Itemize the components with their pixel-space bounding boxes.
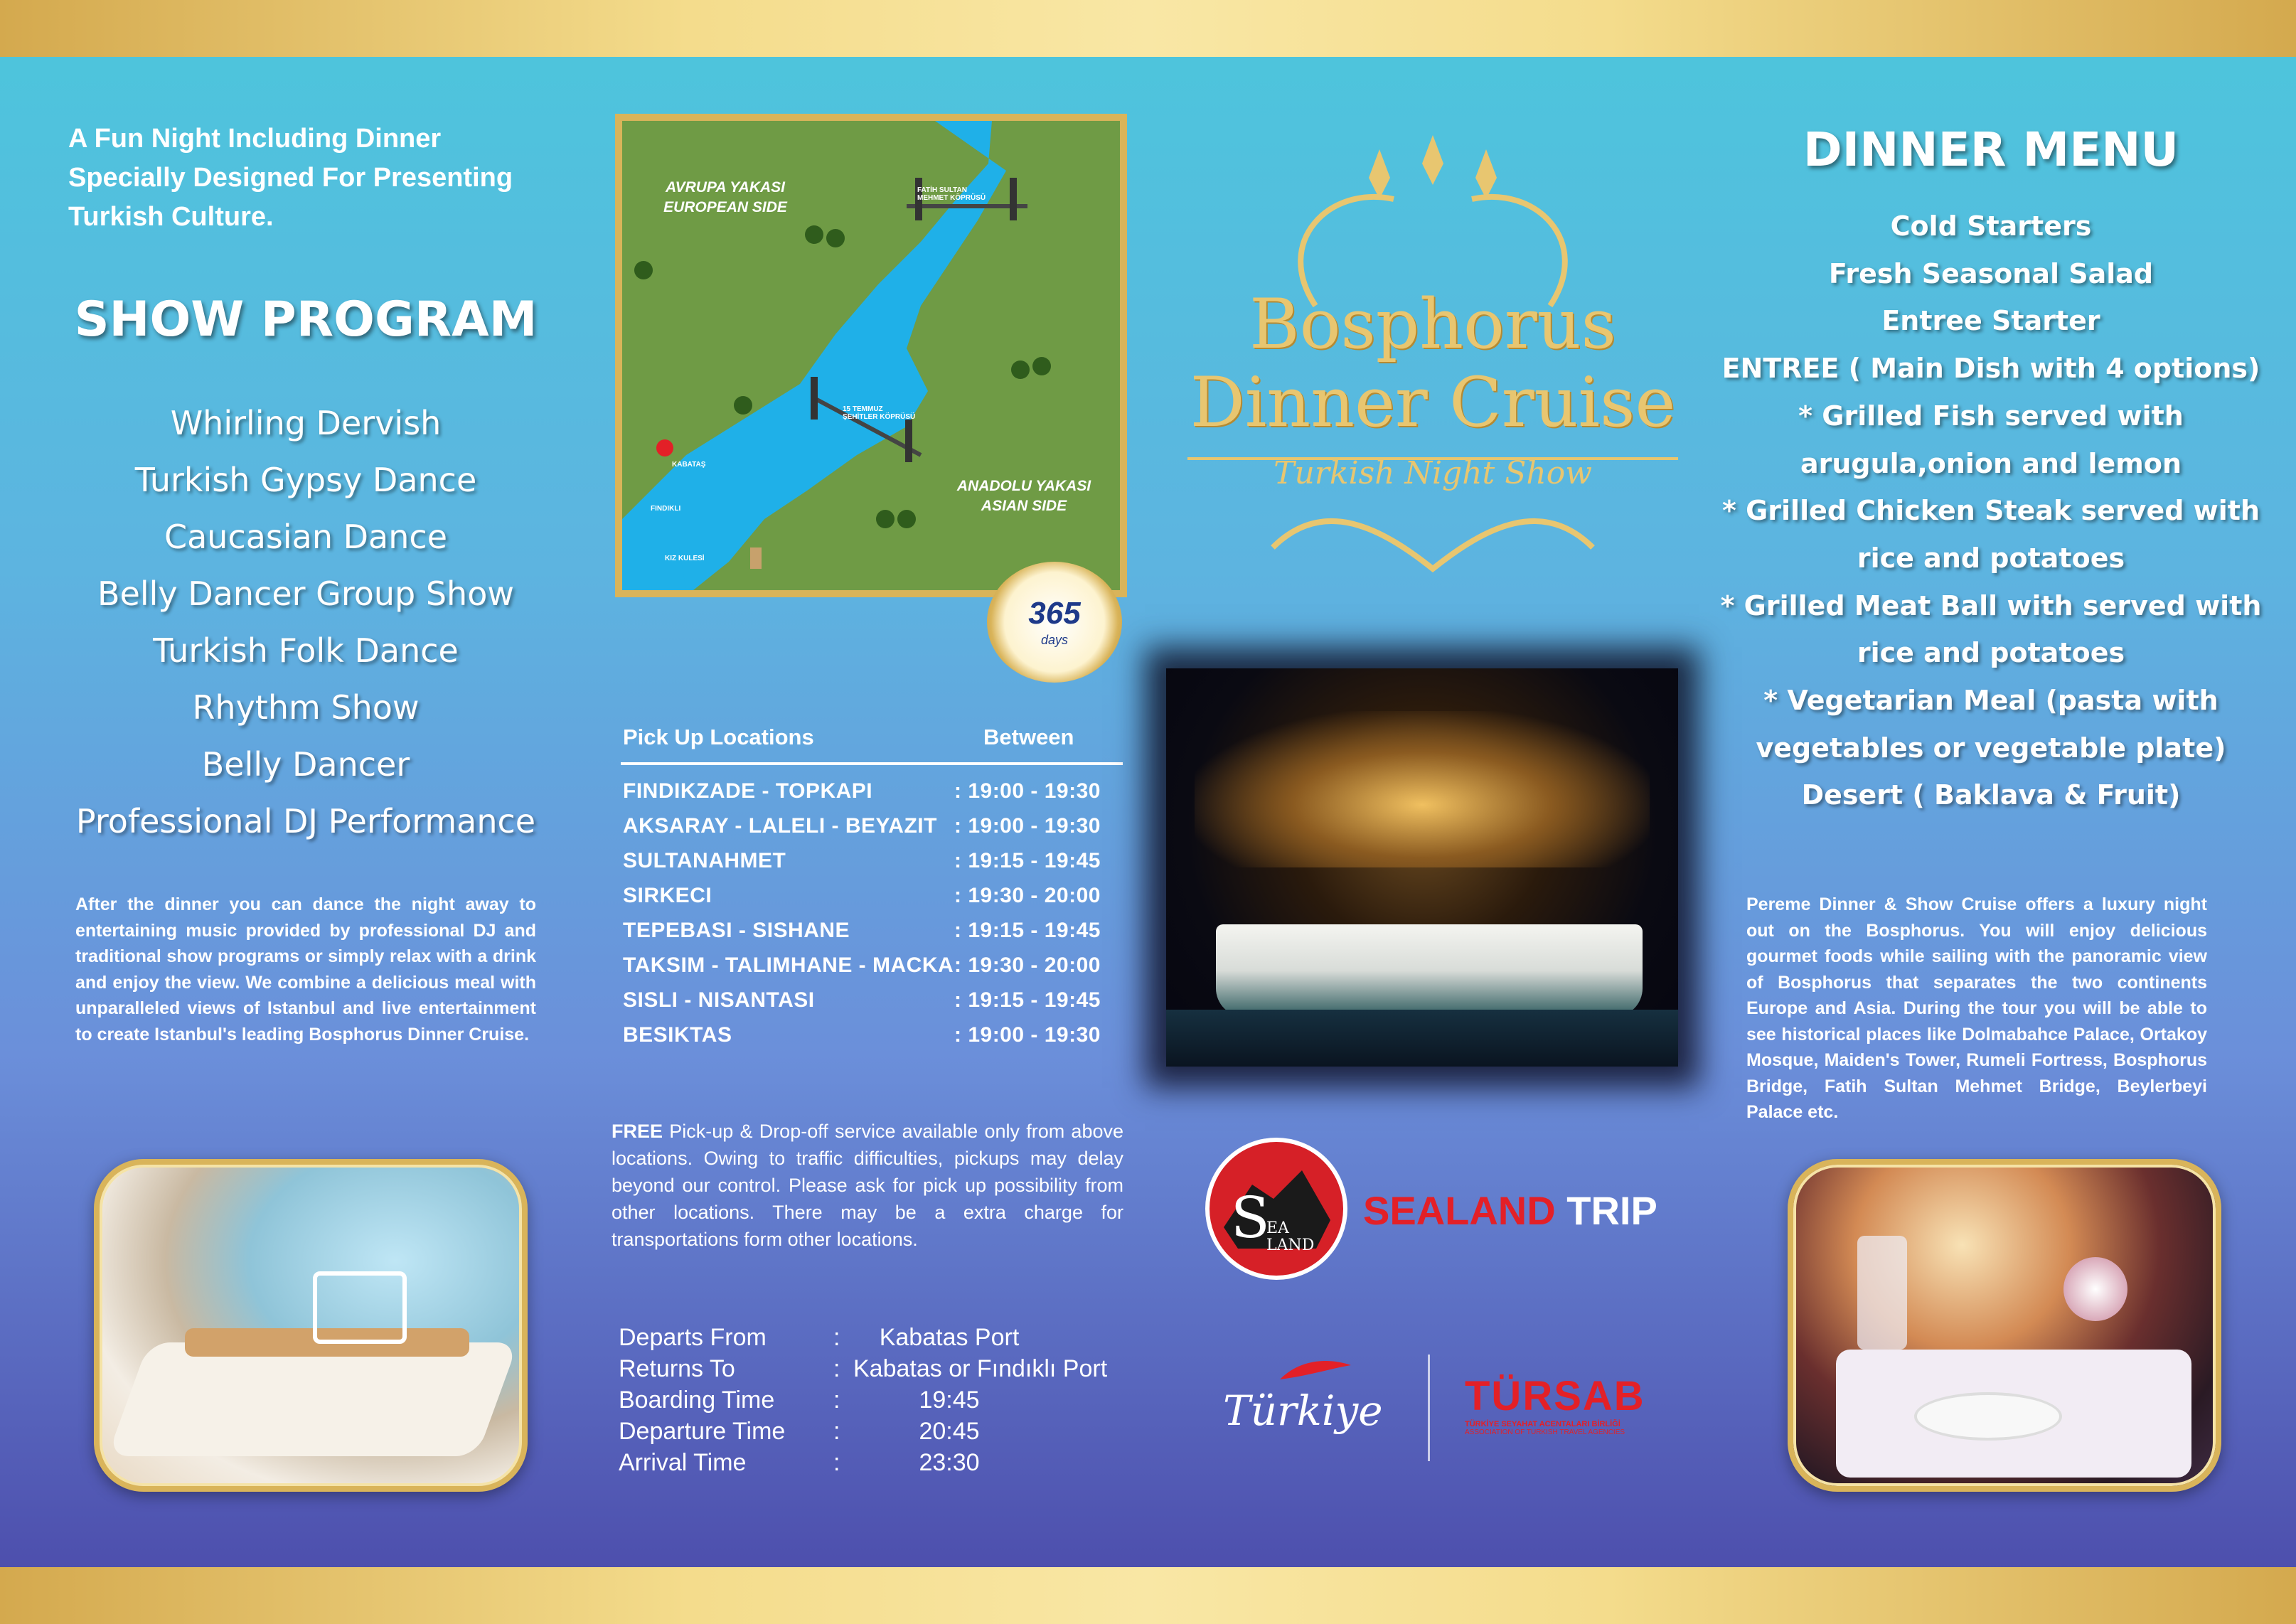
departure-label: Departure Time bbox=[619, 1418, 786, 1445]
pickup-header-between: Between bbox=[983, 725, 1074, 749]
pickup-location: BESIKTAS bbox=[623, 1023, 732, 1047]
turkiye-bird-icon bbox=[1273, 1358, 1358, 1387]
tulip-ornament bbox=[1369, 149, 1390, 199]
turkiye-wordmark: Türkiye bbox=[1223, 1387, 1383, 1435]
water bbox=[1166, 1010, 1678, 1067]
show-item: Caucasian Dance bbox=[164, 518, 447, 556]
jul15-bridge-label: 15 TEMMUZ ŞEHİTLER KÖPRÜSÜ bbox=[843, 405, 916, 421]
show-program-list bbox=[43, 395, 569, 850]
sealand-circle-letter: S bbox=[1231, 1185, 1270, 1251]
turkiye-logo bbox=[1223, 1358, 1401, 1443]
pickup-location: TAKSIM - TALIMHANE - MACKA bbox=[623, 953, 954, 977]
departure-row bbox=[619, 1449, 1131, 1480]
tree bbox=[897, 510, 916, 528]
wine-glass bbox=[1857, 1236, 1907, 1350]
departure-sep: : bbox=[833, 1449, 840, 1476]
sealand-wordmark bbox=[1363, 1187, 1657, 1234]
menu-item: Desert ( Baklava & Fruit) bbox=[1801, 779, 2181, 811]
logo-line1: Bosphorus bbox=[1249, 284, 1616, 364]
pickup-row bbox=[623, 1023, 1135, 1058]
pickup-location: FINDIKZADE - TOPKAPI bbox=[623, 779, 873, 803]
pickup-time: : 19:30 - 20:00 bbox=[954, 953, 1101, 977]
tree bbox=[805, 225, 823, 244]
tulip-ornament bbox=[1475, 149, 1497, 199]
cruise-description: Pereme Dinner & Show Cruise offers a luxury night out on the Bosphorus. You will enjoy delicious gourmet foods while sailing with the panoramic view of Bosphorus that separates the two continents Europe and Asia. During the tour you will be able to see historical places like Dolmabahce Palace, Ortakoy Mosque, Maiden's Tower, Rumeli Fortress, Bosphorus Bridge, Fatih Sultan Mehmet Bridge, Beylerbeyi Palace etc. bbox=[1746, 894, 2207, 1122]
pickup-location: SIRKECI bbox=[623, 884, 712, 907]
free-label: FREE bbox=[612, 1121, 663, 1142]
maidens-tower bbox=[750, 547, 762, 569]
dining-table-photo bbox=[94, 1159, 528, 1492]
tursab-name: TÜRSAB bbox=[1465, 1373, 1645, 1419]
logo-divider-line bbox=[1428, 1355, 1430, 1461]
bottom-swirl bbox=[1273, 521, 1593, 569]
bottom-gold-band bbox=[0, 1567, 2296, 1624]
trip-word: TRIP bbox=[1555, 1188, 1657, 1233]
menu-item: * Grilled Chicken Steak served with rice and potatoes bbox=[1721, 495, 2260, 574]
sealand-word: SEALAND bbox=[1363, 1188, 1556, 1233]
chairs bbox=[313, 1271, 407, 1344]
pickup-row bbox=[623, 884, 1135, 919]
departure-row bbox=[619, 1387, 1131, 1418]
menu-item: Cold Starters bbox=[1890, 210, 2092, 242]
tree bbox=[826, 229, 845, 247]
tursab-logo bbox=[1465, 1373, 1645, 1436]
sealand-circle-text: EA LAND bbox=[1266, 1219, 1315, 1254]
departure-row bbox=[619, 1324, 1131, 1355]
table-cloth bbox=[107, 1342, 518, 1456]
departure-value: Kabatas or Fındıklı Port bbox=[853, 1355, 1108, 1382]
departure-label: Arrival Time bbox=[619, 1449, 747, 1476]
pickup-location: SULTANAHMET bbox=[623, 849, 786, 872]
tursab-line2: ASSOCIATION OF TURKISH TRAVEL AGENCIES bbox=[1465, 1428, 1625, 1436]
menu-item: * Grilled Fish served with arugula,onion and lemon bbox=[1798, 400, 2184, 479]
pickup-row bbox=[623, 953, 1135, 988]
pickup-time: : 19:00 - 19:30 bbox=[954, 814, 1101, 838]
badge-unit: days bbox=[1040, 633, 1069, 647]
fsm-bridge-label: FATİH SULTAN MEHMET KÖPRÜSÜ bbox=[917, 186, 986, 202]
show-item: Whirling Dervish bbox=[170, 404, 442, 442]
departure-label: Departs From bbox=[619, 1324, 767, 1351]
top-gold-band bbox=[0, 0, 2296, 57]
kabatas-marker bbox=[656, 439, 673, 456]
pickup-time: : 19:00 - 19:30 bbox=[954, 779, 1101, 803]
night-cruise-photo bbox=[1166, 668, 1678, 1067]
tree bbox=[1032, 357, 1051, 375]
jul15-bridge-tower bbox=[811, 377, 818, 420]
logo-line2: Dinner Cruise bbox=[1190, 363, 1676, 442]
jul15-bridge-tower bbox=[905, 420, 912, 462]
dining-setting-photo bbox=[1788, 1159, 2221, 1492]
menu-item: ENTREE ( Main Dish with 4 options) bbox=[1721, 353, 2260, 385]
fsm-bridge-tower bbox=[1010, 178, 1017, 220]
pickup-time: : 19:15 - 19:45 bbox=[954, 849, 1101, 872]
after-dinner-paragraph: After the dinner you can dance the night away to entertaining music provided by professional DJ and traditional show programs or simply relax with a drink and enjoy the view. We combine a delicious meal with unparalleled views of Istanbul and live entertainment to create Istanbul's leading Bosphorus Dinner Cruise. bbox=[75, 894, 536, 1045]
asian-side-label: ANADOLU YAKASI ASIAN SIDE bbox=[956, 478, 1091, 514]
show-item: Professional DJ Performance bbox=[75, 802, 536, 840]
kabatas-label: KABATAŞ bbox=[672, 461, 706, 469]
pickup-row bbox=[623, 988, 1135, 1023]
pickup-location: SISLI - NISANTASI bbox=[623, 988, 815, 1012]
tree bbox=[634, 261, 653, 279]
sealand-emblem bbox=[1205, 1138, 1347, 1280]
tree bbox=[876, 510, 895, 528]
departure-row bbox=[619, 1418, 1131, 1449]
pickup-divider bbox=[621, 762, 1123, 765]
pickup-row bbox=[623, 849, 1135, 884]
sealand-logo bbox=[1205, 1138, 1667, 1280]
flower-vase bbox=[2063, 1257, 2127, 1321]
menu-item: * Grilled Meat Ball with served with rice and potatoes bbox=[1720, 589, 2262, 669]
show-item: Turkish Gypsy Dance bbox=[134, 461, 477, 499]
pickup-time: : 19:15 - 19:45 bbox=[954, 919, 1101, 942]
show-item: Belly Dancer Group Show bbox=[97, 575, 514, 613]
show-program-title: SHOW PROGRAM bbox=[74, 292, 538, 348]
tulip-ornament bbox=[1422, 135, 1443, 185]
tree bbox=[734, 396, 752, 415]
365-days-badge bbox=[987, 562, 1122, 683]
kiz-kulesi-label: KIZ KULESİ bbox=[665, 555, 705, 562]
fortress-lights bbox=[1195, 711, 1650, 867]
pickup-location: TEPEBASI - SISHANE bbox=[623, 919, 850, 942]
departure-label: Boarding Time bbox=[619, 1387, 775, 1414]
pickup-row bbox=[623, 779, 1135, 814]
departure-value: Kabatas Port bbox=[879, 1324, 1020, 1351]
pickup-time: : 19:30 - 20:00 bbox=[954, 884, 1101, 907]
pickup-header-location: Pick Up Locations bbox=[623, 725, 814, 749]
menu-item: * Vegetarian Meal (pasta with vegetables or vegetable plate) bbox=[1756, 685, 2226, 764]
pickup-time: : 19:00 - 19:30 bbox=[954, 1023, 1101, 1047]
menu-item: Entree Starter bbox=[1881, 305, 2100, 337]
pickup-row bbox=[623, 814, 1135, 849]
show-item: Belly Dancer bbox=[201, 745, 410, 784]
departure-label: Returns To bbox=[619, 1355, 735, 1382]
departure-value: 20:45 bbox=[919, 1418, 980, 1445]
findikli-label: FINDIKLI bbox=[651, 505, 681, 513]
show-item: Turkish Folk Dance bbox=[153, 631, 459, 670]
intro-text: A Fun Night Including Dinner Specially Designed For Presenting Turkish Culture. bbox=[68, 124, 513, 232]
show-item: Rhythm Show bbox=[192, 688, 420, 727]
departure-sep: : bbox=[833, 1355, 840, 1382]
tree bbox=[1011, 360, 1030, 379]
departure-value: 19:45 bbox=[919, 1387, 980, 1414]
tursab-line1: TÜRKİYE SEYAHAT ACENTALARI BİRLİĞİ bbox=[1465, 1420, 1620, 1428]
departure-sep: : bbox=[833, 1387, 840, 1414]
pickup-location: AKSARAY - LALELI - BEYAZIT bbox=[623, 814, 937, 838]
dinner-menu-title: DINNER MENU bbox=[1803, 122, 2179, 177]
golden-horn-water bbox=[622, 547, 686, 590]
free-service-text: Pick-up & Drop-off service available only from above locations. Owing to traffic difficulties, pickups may delay beyond our control. Please ask for pick up possibility from other locations. There may be a extra charge for transportations form other locations. bbox=[612, 1121, 1123, 1250]
departure-value: 23:30 bbox=[919, 1449, 980, 1476]
bosphorus-map bbox=[615, 114, 1127, 597]
european-side-label: AVRUPA YAKASI EUROPEAN SIDE bbox=[663, 179, 787, 215]
sealand-graphic bbox=[1210, 1142, 1343, 1276]
dinner-menu-list bbox=[1707, 203, 2275, 819]
cruise-ship bbox=[1216, 924, 1643, 1017]
pickup-time: : 19:15 - 19:45 bbox=[954, 988, 1101, 1012]
pickup-row bbox=[623, 919, 1135, 953]
badge-number: 365 bbox=[1028, 596, 1081, 631]
menu-item: Fresh Seasonal Salad bbox=[1828, 257, 2154, 289]
departure-sep: : bbox=[833, 1324, 840, 1351]
logo-subtitle: Turkish Night Show bbox=[1274, 455, 1592, 491]
free-service-paragraph bbox=[612, 1118, 1123, 1253]
departure-row bbox=[619, 1355, 1131, 1387]
departure-sep: : bbox=[833, 1418, 840, 1445]
plate bbox=[1914, 1392, 2062, 1441]
